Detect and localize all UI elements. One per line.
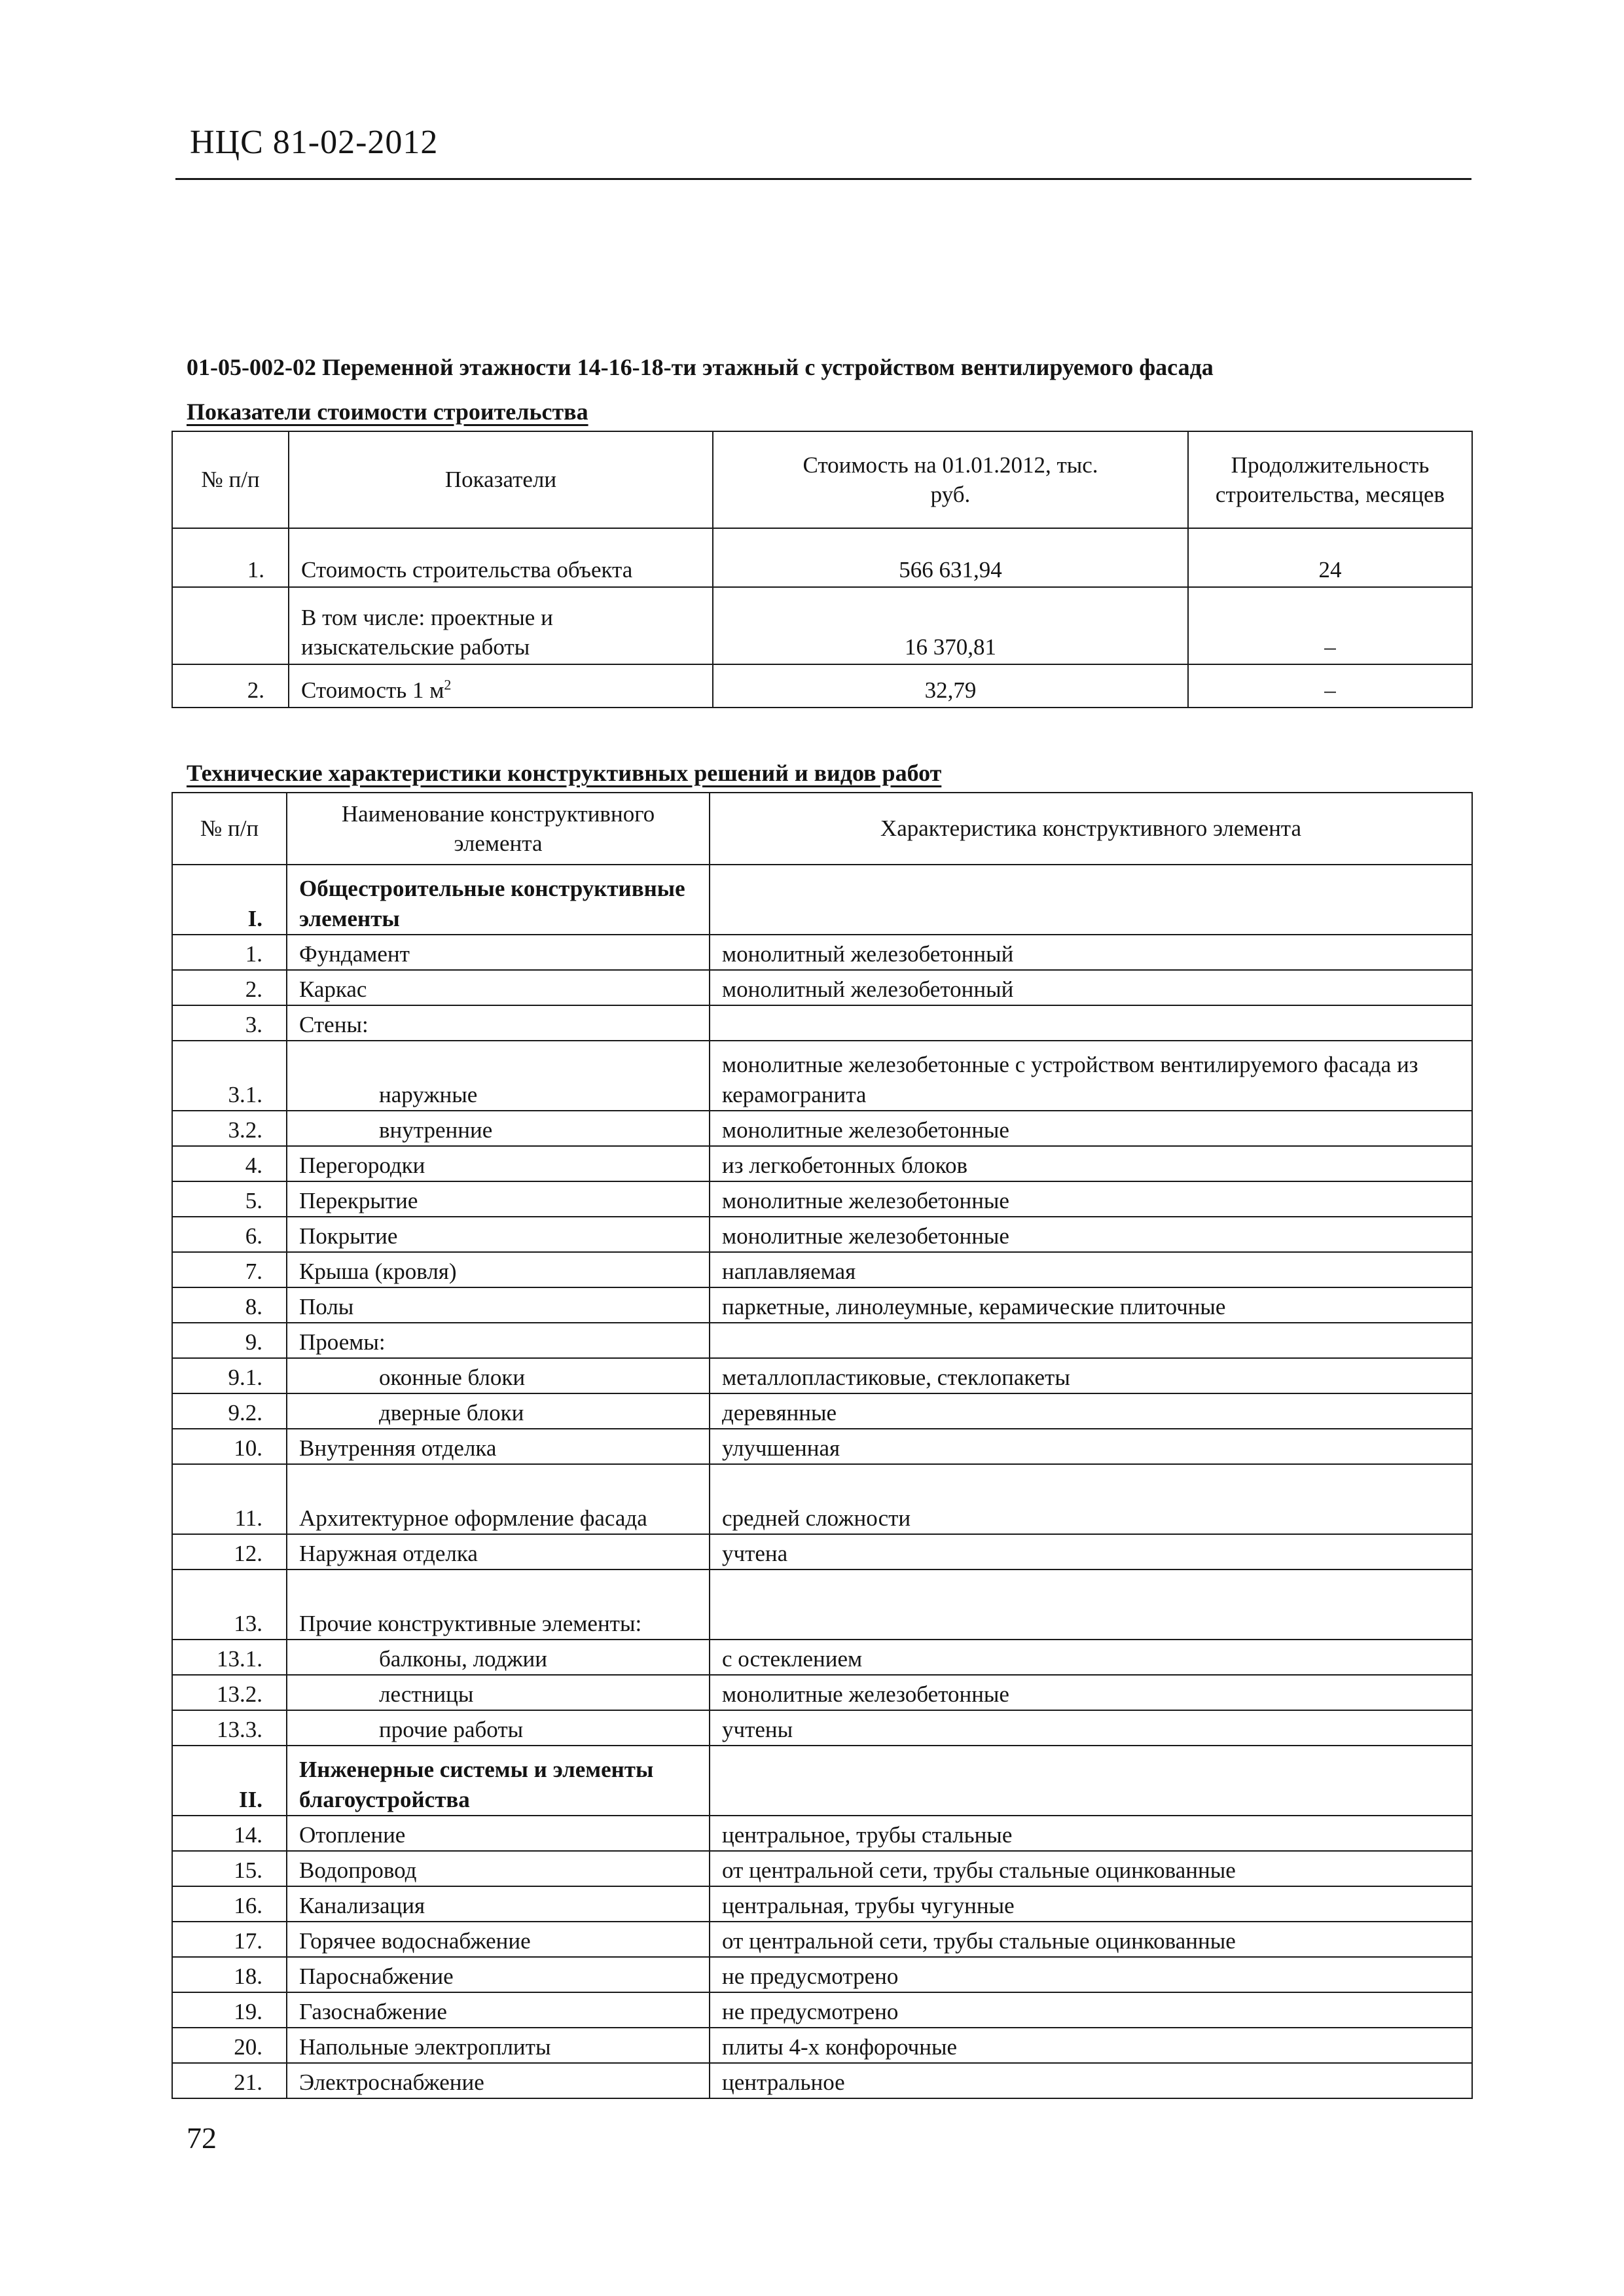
row-number: 9. (172, 1323, 287, 1358)
element-characteristic: с остеклением (710, 1640, 1472, 1675)
cost-table-title: Показатели стоимости строительства (187, 399, 588, 425)
element-characteristic: монолитные железобетонные (710, 1217, 1472, 1252)
element-characteristic: не предусмотрено (710, 1992, 1472, 2028)
row-number: 5. (172, 1181, 287, 1217)
element-name: Наружная отделка (287, 1534, 710, 1570)
tech-header-characteristic: Характеристика конструктивного элемента (710, 793, 1472, 865)
element-name: оконные блоки (287, 1358, 710, 1393)
row-number: 13.1. (172, 1640, 287, 1675)
element-name: Каркас (287, 970, 710, 1005)
row-number: 17. (172, 1922, 287, 1957)
row-number: 3.2. (172, 1111, 287, 1146)
row-number: 1. (172, 555, 289, 587)
row-number: 3.1. (172, 1041, 287, 1111)
table-row (172, 1886, 1472, 1922)
row-number: 2. (172, 970, 287, 1005)
table-row (172, 587, 1472, 664)
row-number: 9.1. (172, 1358, 287, 1393)
row-number: 8. (172, 1287, 287, 1323)
element-name: Покрытие (287, 1217, 710, 1252)
element-name: наружные (287, 1041, 710, 1111)
tech-table-body (172, 865, 1472, 2098)
table-row (172, 970, 1472, 1005)
cost-table (171, 431, 1473, 708)
row-number: 12. (172, 1534, 287, 1570)
table-row (172, 1181, 1472, 1217)
row-number: 6. (172, 1217, 287, 1252)
row-number: 21. (172, 2063, 287, 2098)
element-characteristic: деревянные (710, 1393, 1472, 1429)
table-row (172, 1393, 1472, 1429)
element-characteristic (710, 865, 1472, 935)
element-characteristic: центральное, трубы стальные (710, 1816, 1472, 1851)
row-indicator-text: Стоимость 1 м (301, 677, 444, 703)
table-row (172, 1675, 1472, 1710)
element-name: Отопление (287, 1816, 710, 1851)
row-number: 13.3. (172, 1710, 287, 1746)
row-duration: – (1188, 664, 1472, 708)
table-row (172, 1323, 1472, 1358)
row-number: I. (172, 865, 287, 935)
element-name: Перекрытие (287, 1181, 710, 1217)
cost-header-duration: Продолжительность строительства, месяцев (1188, 431, 1472, 528)
table-row (172, 1851, 1472, 1886)
row-number: 13. (172, 1570, 287, 1640)
row-number (172, 587, 289, 664)
row-number: 16. (172, 1886, 287, 1922)
element-name: внутренние (287, 1111, 710, 1146)
element-characteristic: не предусмотрено (710, 1957, 1472, 1992)
table-row (172, 664, 1472, 708)
row-indicator: В том числе: проектные и изыскательские работы (289, 587, 713, 664)
element-characteristic (710, 1005, 1472, 1041)
row-indicator (289, 664, 713, 708)
table-row (172, 1957, 1472, 1992)
table-row (172, 2063, 1472, 2098)
element-name: Перегородки (287, 1146, 710, 1181)
row-number: 15. (172, 1851, 287, 1886)
element-characteristic: наплавляемая (710, 1252, 1472, 1287)
element-name: Газоснабжение (287, 1992, 710, 2028)
superscript: 2 (444, 676, 452, 693)
element-characteristic: средней сложности (710, 1464, 1472, 1534)
element-name: прочие работы (287, 1710, 710, 1746)
element-name: Внутренняя отделка (287, 1429, 710, 1464)
table-row (172, 1464, 1472, 1534)
element-characteristic: учтена (710, 1534, 1472, 1570)
element-characteristic: монолитные железобетонные (710, 1675, 1472, 1710)
row-number: 7. (172, 1252, 287, 1287)
header-rule (175, 178, 1471, 180)
row-number: II. (172, 1746, 287, 1816)
row-cost: 566 631,94 (713, 555, 1188, 587)
element-characteristic: монолитный железобетонный (710, 935, 1472, 970)
element-name: Электроснабжение (287, 2063, 710, 2098)
element-name: Общестроительные конструктивные элементы (287, 865, 710, 935)
row-number: 3. (172, 1005, 287, 1041)
element-characteristic (710, 1323, 1472, 1358)
table-row (172, 1005, 1472, 1041)
element-name: лестницы (287, 1675, 710, 1710)
element-characteristic: из легкобетонных блоков (710, 1146, 1472, 1181)
table-row (172, 1146, 1472, 1181)
table-row (172, 1041, 1472, 1111)
table-row (172, 1816, 1472, 1851)
row-number: 10. (172, 1429, 287, 1464)
cost-header-number: № п/п (172, 431, 289, 528)
table-row (172, 1570, 1472, 1640)
table-row (172, 1922, 1472, 1957)
element-characteristic: монолитные железобетонные с устройством вентилируемого фасада из керамогранита (710, 1041, 1472, 1111)
element-characteristic: улучшенная (710, 1429, 1472, 1464)
cost-header-indicators: Показатели (289, 431, 713, 528)
tech-table-header-row (172, 793, 1472, 865)
table-row (172, 1746, 1472, 1816)
element-name: Архитектурное оформление фасада (287, 1464, 710, 1534)
row-number: 4. (172, 1146, 287, 1181)
cost-table-header-row (172, 431, 1472, 528)
element-name: Водопровод (287, 1851, 710, 1886)
table-row (172, 555, 1472, 587)
table-row (172, 935, 1472, 970)
element-name: Полы (287, 1287, 710, 1323)
table-row (172, 2028, 1472, 2063)
element-name: Напольные электроплиты (287, 2028, 710, 2063)
row-duration: 24 (1188, 555, 1472, 587)
row-number: 1. (172, 935, 287, 970)
element-name: Пароснабжение (287, 1957, 710, 1992)
element-name: Проемы: (287, 1323, 710, 1358)
element-name: дверные блоки (287, 1393, 710, 1429)
element-characteristic: плиты 4-х конфорочные (710, 2028, 1472, 2063)
row-number: 11. (172, 1464, 287, 1534)
element-characteristic: монолитный железобетонный (710, 970, 1472, 1005)
element-name: Прочие конструктивные элементы: (287, 1570, 710, 1640)
element-characteristic (710, 1746, 1472, 1816)
page-number: 72 (187, 2121, 217, 2155)
table-row (172, 1992, 1472, 2028)
element-name: Стены: (287, 1005, 710, 1041)
table-row (172, 1111, 1472, 1146)
row-cost: 32,79 (713, 664, 1188, 708)
table-row (172, 1217, 1472, 1252)
row-duration: – (1188, 587, 1472, 664)
document-code: НЦС 81-02-2012 (190, 124, 439, 161)
row-number: 9.2. (172, 1393, 287, 1429)
element-name: балконы, лоджии (287, 1640, 710, 1675)
table-row (172, 865, 1472, 935)
tech-table (171, 792, 1473, 2099)
row-indicator: Стоимость строительства объекта (289, 555, 713, 587)
element-name: Канализация (287, 1886, 710, 1922)
element-name: Фундамент (287, 935, 710, 970)
element-characteristic (710, 1570, 1472, 1640)
row-number: 14. (172, 1816, 287, 1851)
table-row (172, 1640, 1472, 1675)
element-characteristic: центральное (710, 2063, 1472, 2098)
element-characteristic: монолитные железобетонные (710, 1181, 1472, 1217)
tech-table-title: Технические характеристики конструктивных решений и видов работ (187, 760, 942, 786)
table-row (172, 1358, 1472, 1393)
element-name: Инженерные системы и элементы благоустройства (287, 1746, 710, 1816)
cost-table-spacer-row (172, 528, 1472, 555)
element-characteristic: металлопластиковые, стеклопакеты (710, 1358, 1472, 1393)
element-characteristic: от центральной сети, трубы стальные оцинкованные (710, 1922, 1472, 1957)
row-number: 2. (172, 664, 289, 708)
tech-header-number: № п/п (172, 793, 287, 865)
element-characteristic: от центральной сети, трубы стальные оцинкованные (710, 1851, 1472, 1886)
table-row (172, 1252, 1472, 1287)
element-characteristic: центральная, трубы чугунные (710, 1886, 1472, 1922)
row-number: 13.2. (172, 1675, 287, 1710)
table-row (172, 1534, 1472, 1570)
row-cost: 16 370,81 (713, 587, 1188, 664)
element-name: Крыша (кровля) (287, 1252, 710, 1287)
element-name: Горячее водоснабжение (287, 1922, 710, 1957)
element-characteristic: монолитные железобетонные (710, 1111, 1472, 1146)
table-row (172, 1710, 1472, 1746)
tech-header-element: Наименование конструктивного элемента (287, 793, 710, 865)
cost-header-cost: Стоимость на 01.01.2012, тыс. руб. (713, 431, 1188, 528)
row-number: 20. (172, 2028, 287, 2063)
element-characteristic: учтены (710, 1710, 1472, 1746)
table-row (172, 1287, 1472, 1323)
table-row (172, 1429, 1472, 1464)
element-characteristic: паркетные, линолеумные, керамические плиточные (710, 1287, 1472, 1323)
row-number: 18. (172, 1957, 287, 1992)
row-number: 19. (172, 1992, 287, 2028)
section-title: 01-05-002-02 Переменной этажности 14-16-18-ти этажный с устройством вентилируемого фасада (187, 354, 1214, 380)
